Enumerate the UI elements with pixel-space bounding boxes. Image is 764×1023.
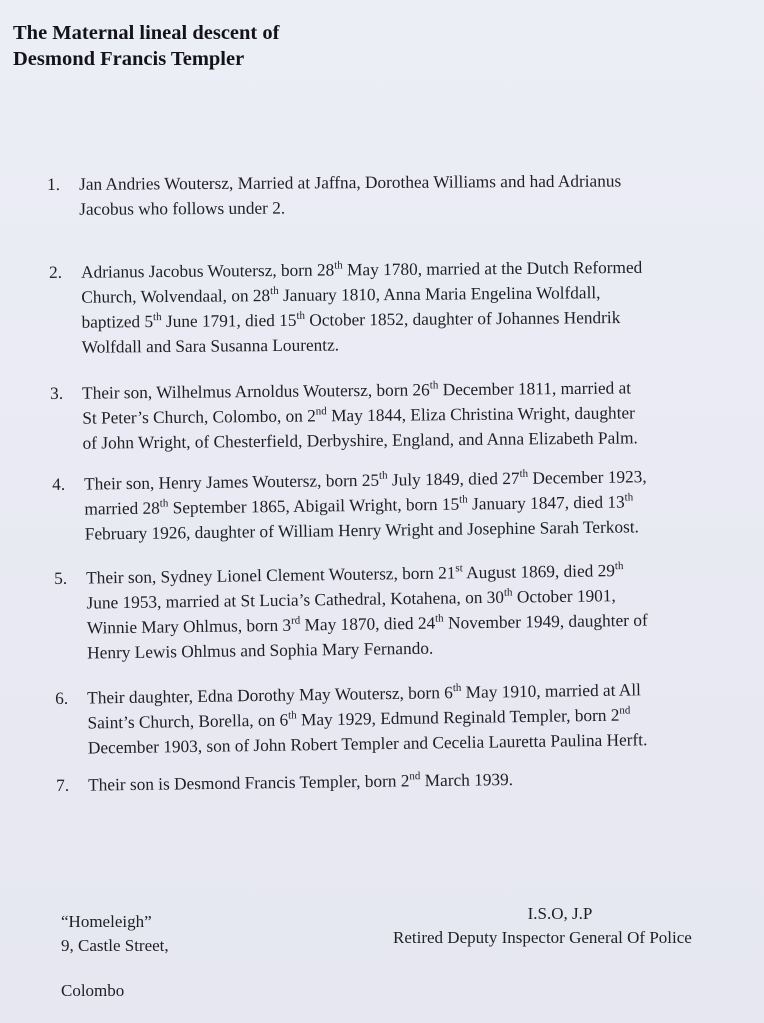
signature-credentials: I.S.O, J.P (527, 904, 593, 923)
entry-line: Henry Lewis Ohlmus and Sophia Mary Fernando. (87, 638, 434, 663)
entry-line: Jan Andries Woutersz, Married at Jaffna, Dorothea Williams and had Adrianus (79, 171, 622, 194)
lineage-entry-5 (54, 556, 751, 666)
entry-line: Jacobus who follows under 2. (79, 198, 286, 219)
entry-number: 3. (50, 383, 64, 403)
entry-line: Wolfdall and Sara Susanna Lourentz. (81, 335, 340, 357)
entry-line: Their son, Sydney Lionel Clement Woutersz, born 21st August 1869, died 29th (86, 560, 624, 588)
entry-line: married 28th September 1865, Abigail Wright, born 15th January 1847, died 13th (84, 491, 634, 519)
entry-line: Saint’s Church, Borella, on 6th May 1929, Edmund Reginald Templer, born 2nd (87, 704, 631, 733)
entry-line: St Peter’s Church, Colombo, on 2nd May 1844, Eliza Christina Wright, daughter (82, 403, 635, 428)
lineage-entry-3 (50, 374, 751, 456)
entry-number: 5. (54, 568, 68, 588)
entry-line: Their son, Henry James Woutersz, born 25th July 1849, died 27th December 1923, (84, 467, 647, 494)
lineage-entry-4 (52, 463, 751, 547)
lineage-entry-2 (49, 254, 751, 360)
entry-text (87, 676, 751, 761)
entry-line: Their daughter, Edna Dorothy May Woutersz, born 6th May 1910, married at All (87, 680, 642, 708)
address-street: 9, Castle Street, (61, 936, 169, 955)
lineage-entry-7 (56, 764, 750, 798)
entry-number: 1. (47, 174, 61, 194)
lineage-entry-6 (55, 676, 751, 761)
entry-line: Winnie Mary Ohlmus, born 3rd May 1870, died 24th November 1949, daughter of (86, 610, 648, 638)
entry-text (88, 764, 750, 798)
document-title (13, 20, 279, 72)
entry-text (81, 254, 751, 360)
entry-text (86, 556, 751, 665)
entry-line: Their son is Desmond Francis Templer, born 2nd March 1939. (88, 770, 514, 795)
lineage-entry-1 (47, 168, 750, 222)
entry-line: baptized 5th June 1791, died 15th October 1852, daughter of Johannes Hendrik (81, 308, 621, 332)
entry-text (82, 374, 751, 455)
signature-title: Retired Deputy Inspector General Of Police (393, 928, 692, 947)
entry-number: 4. (52, 474, 66, 494)
entry-line: June 1953, married at St Lucia’s Cathedral, Kotahena, on 30th October 1901, (86, 586, 616, 613)
title-line-2: Desmond Francis Templer (13, 48, 245, 70)
entry-number: 2. (49, 262, 63, 282)
entry-number: 6. (55, 688, 69, 708)
entry-text (84, 463, 751, 547)
entry-line: Church, Wolvendaal, on 28th January 1810, Anna Maria Engelina Wolfdall, (81, 283, 601, 307)
entry-line: of John Wright, of Chesterfield, Derbyshire, England, and Anna Elizabeth Palm. (82, 428, 638, 453)
address-city: Colombo (61, 981, 125, 1000)
entry-number: 7. (56, 775, 70, 795)
entry-line: December 1903, son of John Robert Templer and Cecelia Lauretta Paulina Herft. (87, 730, 648, 758)
entry-line: Adrianus Jacobus Woutersz, born 28th May 1780, married at the Dutch Reformed (81, 257, 643, 282)
entry-text (79, 168, 750, 222)
address-house-name: “Homeleigh” (61, 912, 152, 931)
entry-line: February 1926, daughter of William Henry Wright and Josephine Sarah Terkost. (84, 517, 640, 544)
title-line-1: The Maternal lineal descent of (13, 22, 280, 44)
entry-line: Their son, Wilhelmus Arnoldus Woutersz, born 26th December 1811, married at (82, 378, 632, 403)
